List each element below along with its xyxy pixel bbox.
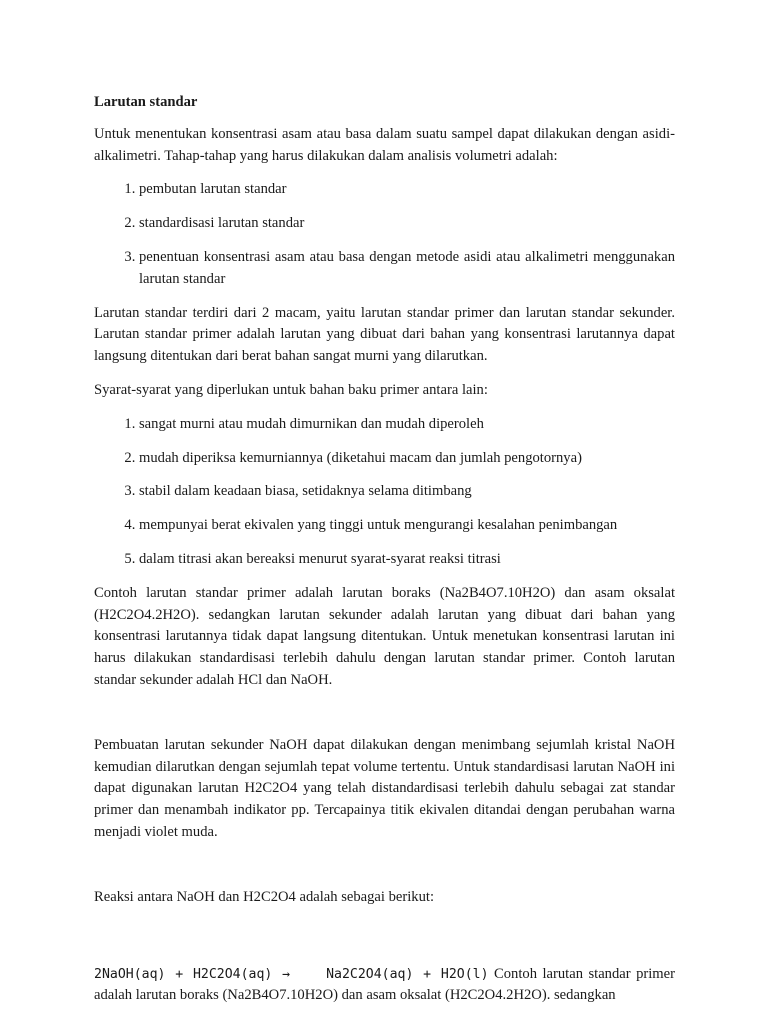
requirements-intro: Syarat-syarat yang diperlukan untuk bahan baku primer antara lain: <box>94 381 488 398</box>
list-item: 2. mudah diperiksa kemurniannya (diketahui macam dan jumlah pengotornya) <box>139 448 675 470</box>
types-paragraph: Larutan standar terdiri dari 2 macam, yaitu larutan standar primer dan larutan standar sekunder. Larutan standar primer adalah larutan yang dibuat dari bahan yang konsentrasi larutannya dapat langsung ditentukan dari berat bahan sangat murni yang dilarutkan. <box>94 304 675 365</box>
list-item: 3. penentuan konsentrasi asam atau basa dengan metode asidi atau alkalimetri menggunakan larutan standar <box>139 247 675 291</box>
reaction-paragraph <box>94 964 675 1008</box>
section-heading: Larutan standar <box>94 94 198 110</box>
requirements-list <box>94 414 675 571</box>
intro-paragraph: Untuk menentukan konsentrasi asam atau basa dalam suatu sampel dapat dilakukan dengan asidi-alkalimetri. Tahap-tahap yang harus dilakukan dalam analisis volumetri adalah: <box>94 125 675 164</box>
list-item: 1. pembutan larutan standar <box>139 179 675 201</box>
equation-trailing-text: Contoh larutan standar primer adalah larutan boraks (Na2B4O7.10H2O) dan asam oksalat (H2C2O4.2H2O). sedangkan <box>94 965 675 1004</box>
equation-left: 2NaOH(aq) + H2C2O4(aq) → <box>94 966 291 982</box>
reaction-intro: Reaksi antara NaOH dan H2C2O4 adalah sebagai berikut: <box>94 888 435 905</box>
document-body <box>94 92 675 1019</box>
list-item: 3. stabil dalam keadaan biasa, setidaknya selama ditimbang <box>139 481 675 503</box>
spacer <box>94 856 675 887</box>
spacer <box>94 921 675 964</box>
examples-paragraph: Contoh larutan standar primer adalah larutan boraks (Na2B4O7.10H2O) dan asam oksalat (H2C2O4.2H2O). sedangkan larutan sekunder adalah larutan yang dibuat dari bahan yang konsentrasi larutannya tidak dapat langsung ditentukan. Untuk menetukan konsentrasi larutan ini harus dilakukan standardisasi terlebih dahulu dengan larutan standar primer. Contoh larutan standar sekunder adalah HCl dan NaOH. <box>94 584 675 688</box>
spacer <box>94 704 675 735</box>
steps-list <box>94 179 675 290</box>
list-item: 2. standardisasi larutan standar <box>139 213 675 235</box>
list-item: 5. dalam titrasi akan bereaksi menurut syarat-syarat reaksi titrasi <box>139 549 675 571</box>
equation-right: Na2C2O4(aq) + H2O(l) <box>326 966 489 982</box>
list-item: 4. mempunyai berat ekivalen yang tinggi untuk mengurangi kesalahan penimbangan <box>139 515 675 537</box>
naoh-paragraph: Pembuatan larutan sekunder NaOH dapat dilakukan dengan menimbang sejumlah kristal NaOH kemudian dilarutkan dengan sejumlah tepat volume tertentu. Untuk standardisasi larutan NaOH ini dapat digunakan larutan H2C2O4 yang telah distandardisasi terlebih dahulu sebagai zat standar primer dan menambah indikator pp. Tercapainya titik ekivalen ditandai dengan perubahan warna menjadi violet muda. <box>94 736 675 840</box>
list-item: 1. sangat murni atau mudah dimurnikan dan mudah diperoleh <box>139 414 675 436</box>
